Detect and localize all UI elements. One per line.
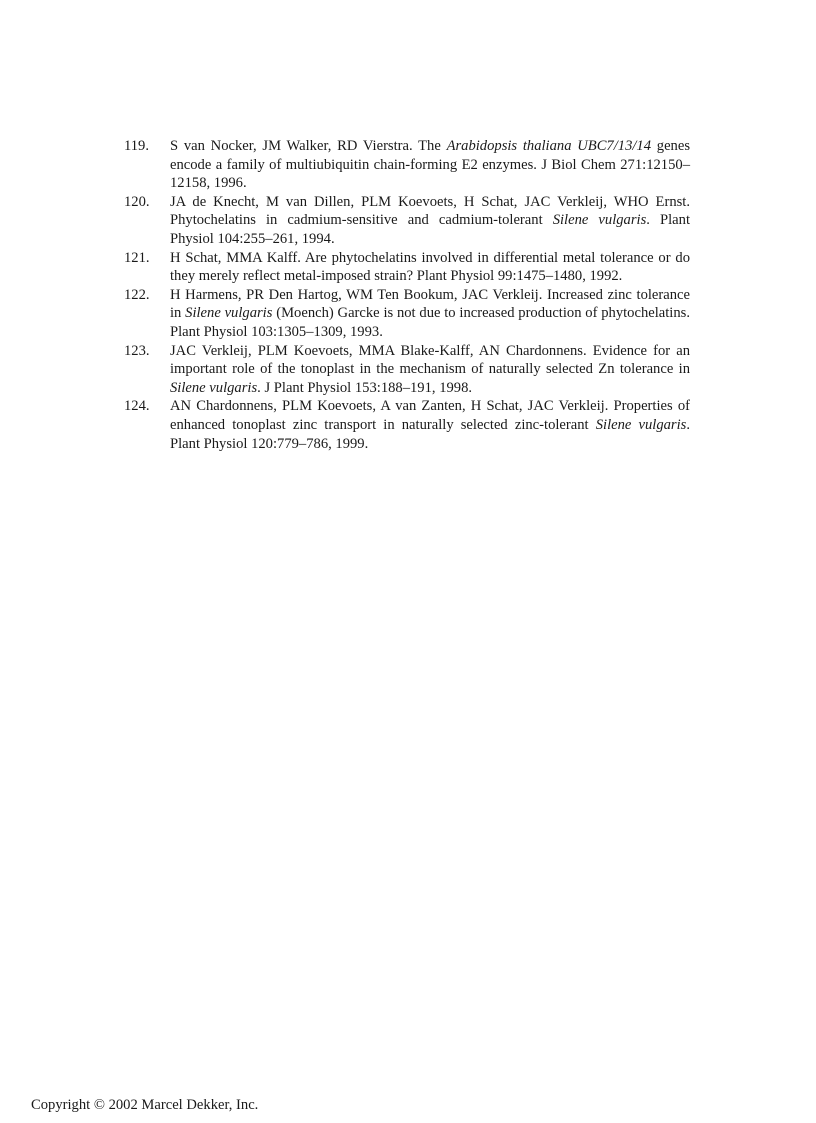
copyright-footer: Copyright © 2002 Marcel Dekker, Inc. [31,1097,259,1113]
reference-item [124,342,690,398]
reference-text [170,287,690,340]
reference-italic-term: Arabidopsis thaliana UBC7/13/14 [446,138,652,154]
reference-text-segment: H Schat, MMA Kalff. Are phytochelatins involved in differential metal tolerance or do they merely reflect metal-imposed strain? Plant Physiol 99:1475–1480, 1992. [170,249,690,285]
reference-item [124,397,690,453]
reference-item [124,286,690,342]
reference-number: 120. [124,193,150,210]
reference-text-segment: S van Nocker, JM Walker, RD Vierstra. The [170,138,447,154]
reference-item [124,137,690,193]
reference-text-segment: H Harmens, PR Den Hartog, WM Ten Bookum, JAC Verkleij. Increased zinc tolerance in [170,286,690,322]
reference-italic-term: Silene vulgaris [595,416,687,433]
reference-text [170,398,690,451]
reference-italic-term: Silene vulgaris [185,305,273,322]
reference-text-segment: JA de Knecht, M van Dillen, PLM Koevoets, H Schat, JAC Verkleij, WHO Ernst. Phytochelatins in cadmium-sensitive and cadmium-tolerant [170,193,690,229]
reference-text-segment: genes encode a family of multiubiquitin chain-forming E2 enzymes. J Biol Chem 271:12150–12158, 1996. [170,138,690,192]
reference-item [124,249,690,286]
reference-text-segment: (Moench) Garcke is not due to increased production of phytochelatins. Plant Physiol 103:1305–1309, 1993. [170,305,690,340]
reference-text-segment: . J Plant Physiol 153:188–191, 1998. [257,379,473,396]
reference-number: 121. [124,249,150,266]
reference-number: 124. [124,398,150,415]
reference-number: 119. [124,138,149,154]
reference-text-segment: . Plant Physiol 120:779–786, 1999. [170,416,690,452]
reference-list [124,137,690,453]
reference-text [170,343,690,396]
reference-number: 122. [124,286,150,303]
reference-number: 123. [124,342,150,359]
reference-item [124,193,690,249]
reference-text [170,250,690,285]
reference-italic-term: Silene vulgaris [170,379,258,396]
reference-text [170,194,690,247]
reference-text [170,138,690,191]
reference-text-segment: JAC Verkleij, PLM Koevoets, MMA Blake-Kalff, AN Chardonnens. Evidence for an important role of the tonoplast in the mechanism of naturally selected Zn tolerance in [170,342,690,378]
reference-text-segment: . Plant Physiol 104:255–261, 1994. [170,212,691,247]
reference-text-segment: AN Chardonnens, PLM Koevoets, A van Zanten, H Schat, JAC Verkleij. Properties of enhanced tonoplast zinc transport in naturally selected zinc-tolerant [170,398,690,433]
reference-italic-term: Silene vulgaris [552,212,647,229]
